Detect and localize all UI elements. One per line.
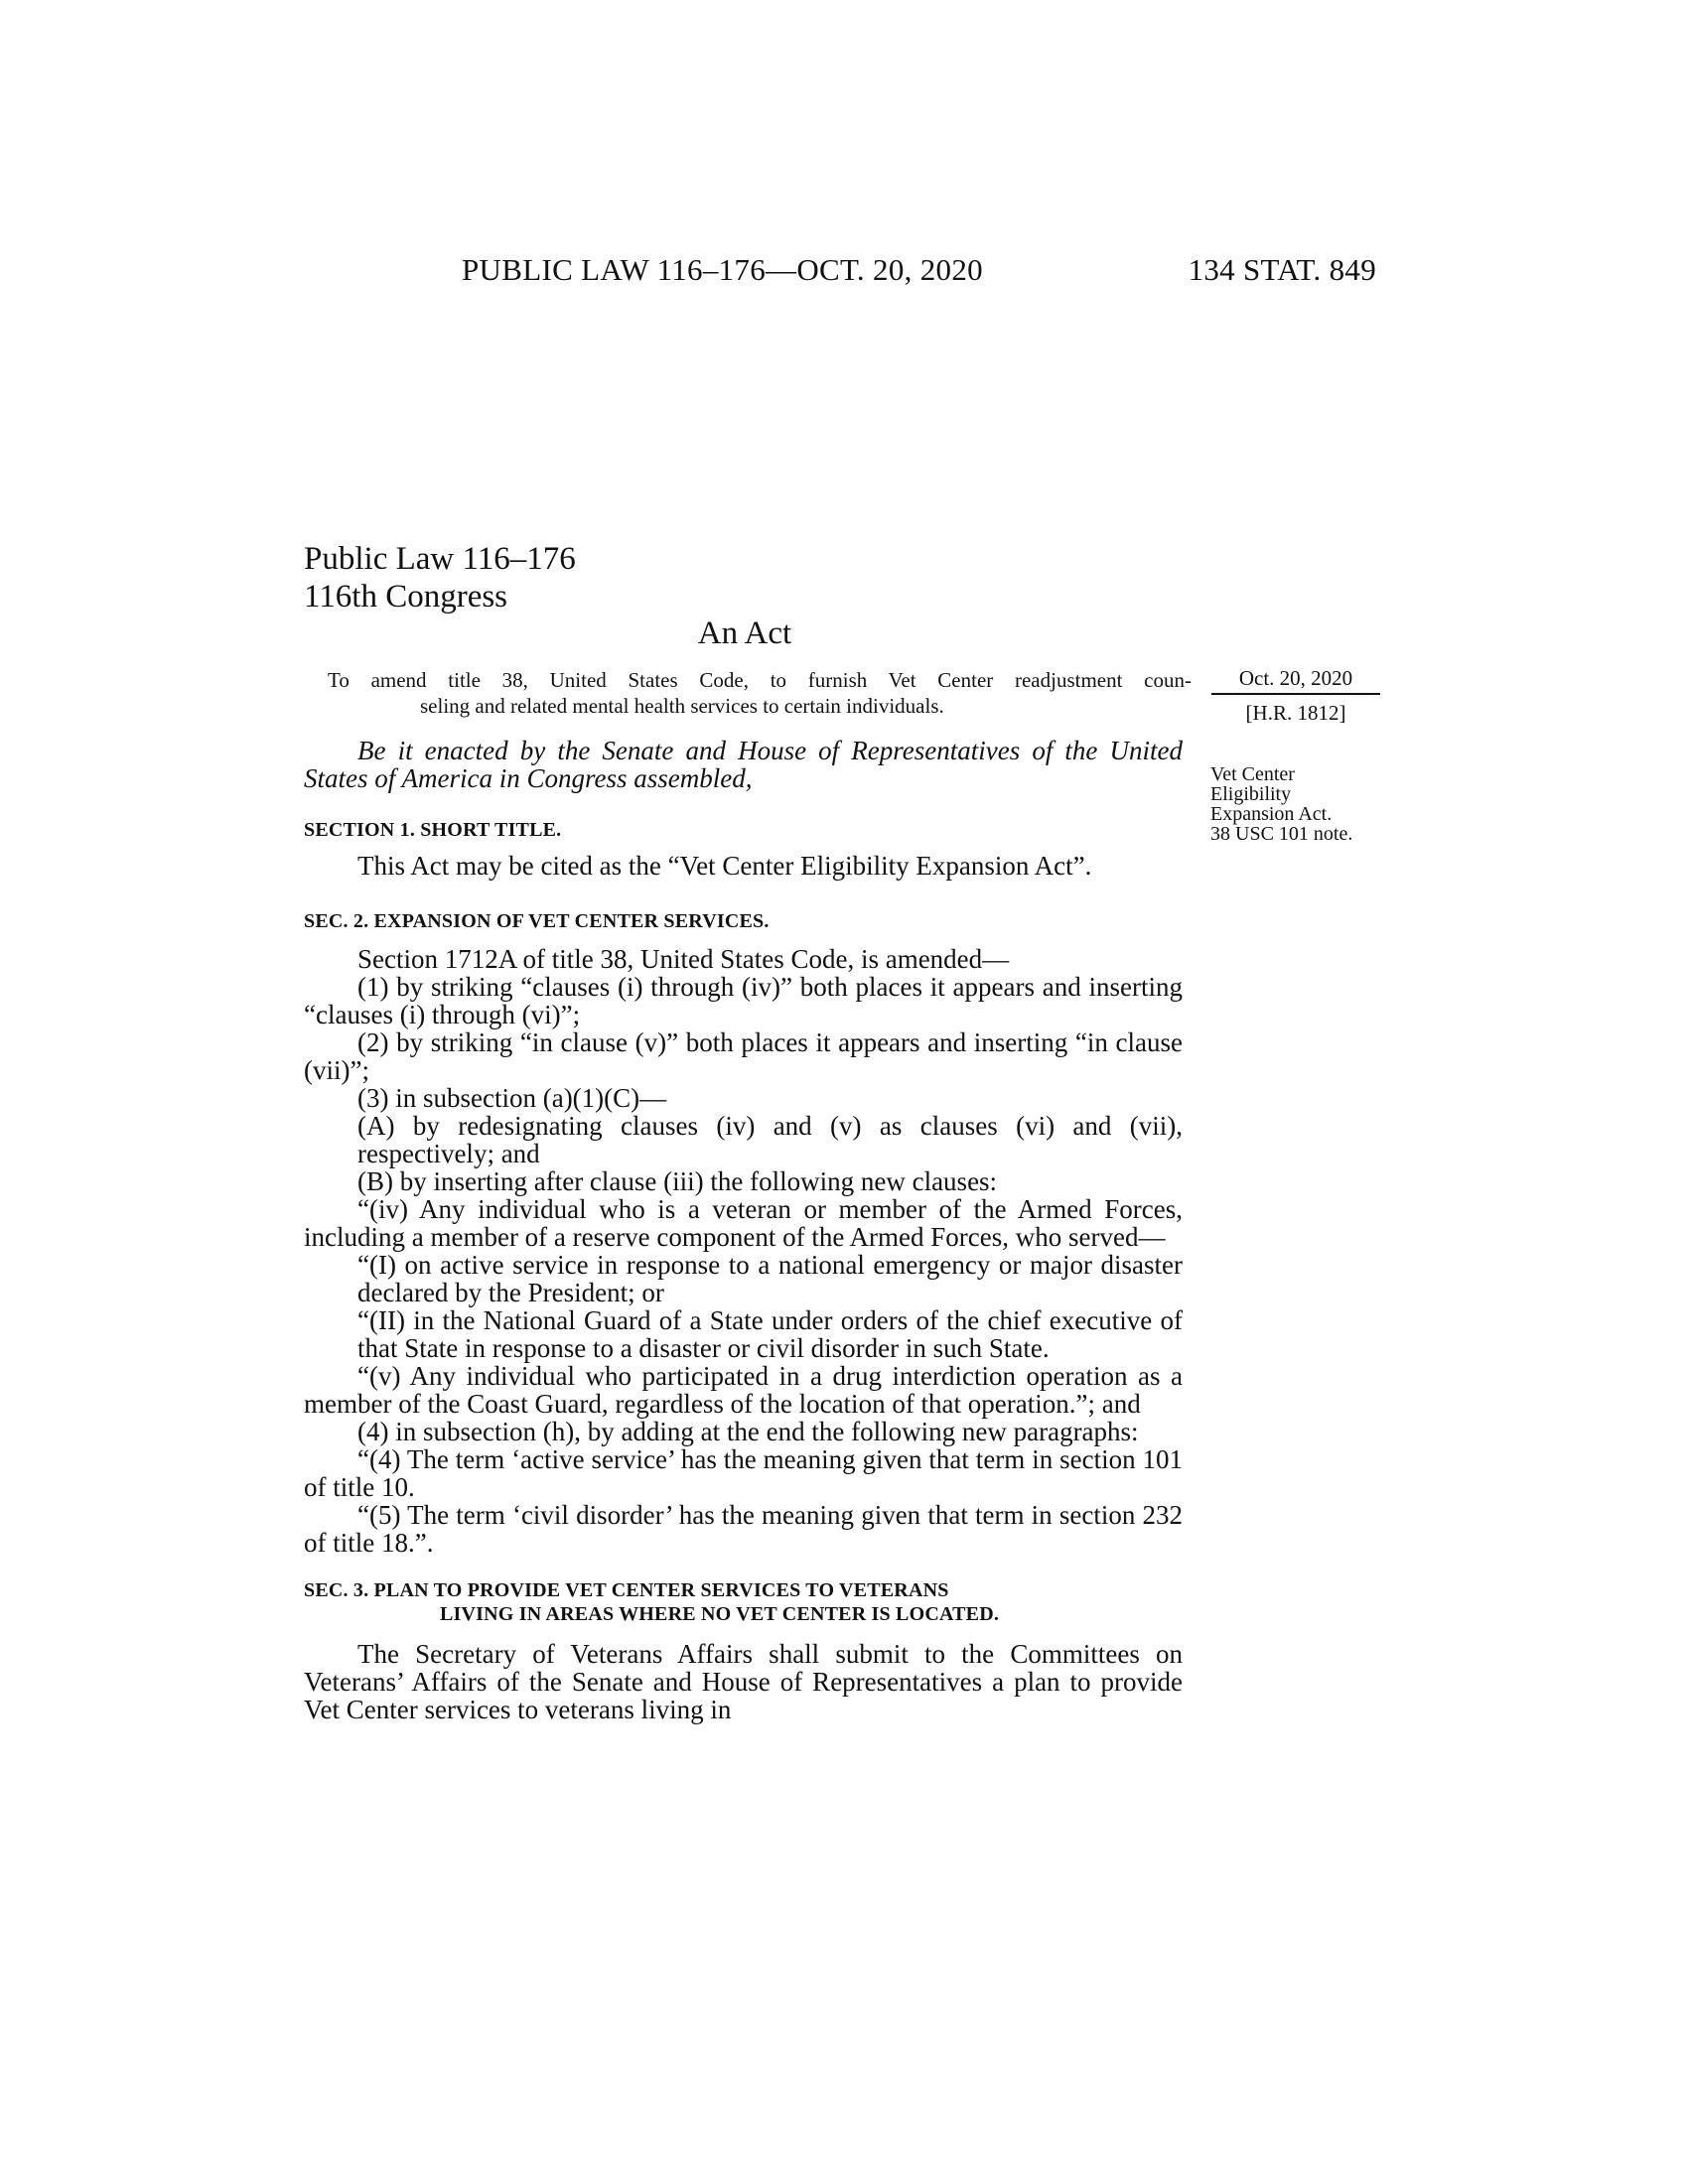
quoted-paragraph-5: “(5) The term ‘civil disorder’ has the meaning given that term in section 232 of title 18.”. xyxy=(304,1500,1183,1558)
margin-side-note xyxy=(1210,764,1399,844)
section-3-text: The Secretary of Veterans Affairs shall submit to the Committees on Veterans’ Affairs of the Senate and House of Representatives a plan to provide Vet Center services to veterans living in xyxy=(304,1639,1183,1724)
long-title xyxy=(328,667,1192,719)
subparagraph-A: (A) by redesignating clauses (iv) and (v) as clauses (vi) and (vii), respectively; and xyxy=(357,1111,1183,1168)
running-head xyxy=(0,252,1688,292)
section-2-intro: Section 1712A of title 38, United States Code, is amended— xyxy=(357,944,1010,974)
margin-date-box xyxy=(1211,666,1380,726)
running-head-page-number: 134 STAT. 849 xyxy=(1188,252,1376,287)
running-head-title: PUBLIC LAW 116–176—OCT. 20, 2020 xyxy=(462,252,983,287)
quoted-subclause-block xyxy=(304,1251,1183,1362)
side-note-line: Expansion Act. xyxy=(1210,803,1333,825)
paragraph-4: (4) in subsection (h), by adding at the end the following new paragraphs: xyxy=(357,1417,1139,1446)
paragraph-2: (2) by striking “in clause (v)” both places it appears and inserting “in clause (vii)”; xyxy=(304,1027,1183,1085)
long-title-line-2: seling and related mental health services to certain individuals. xyxy=(420,694,944,718)
subparagraph-B: (B) by inserting after clause (iii) the following new clauses: xyxy=(357,1166,998,1196)
long-title-line-1: To amend title 38, United States Code, to furnish Vet Center readjustment coun- xyxy=(328,668,1192,692)
enacting-clause: Be it enacted by the Senate and House of Representatives of the United States of America in Congress assembled, xyxy=(304,736,1183,793)
public-law-number: Public Law 116–176 xyxy=(304,541,576,577)
bill-body xyxy=(304,737,1183,1723)
margin-date: Oct. 20, 2020 xyxy=(1211,666,1380,695)
quoted-paragraph-4: “(4) The term ‘active service’ has the meaning given that term in section 101 of title 10. xyxy=(304,1444,1183,1502)
side-note-line: Vet Center xyxy=(1210,763,1295,785)
section-3-heading-line-1: SEC. 3. PLAN TO PROVIDE VET CENTER SERVICES TO VETERANS xyxy=(304,1579,949,1601)
margin-bill-number: [H.R. 1812] xyxy=(1245,701,1346,725)
section-1-heading: SECTION 1. SHORT TITLE. xyxy=(304,819,562,841)
side-note-line: Eligibility xyxy=(1210,783,1292,805)
congress-number: 116th Congress xyxy=(304,579,508,614)
quoted-clause-iv: “(iv) Any individual who is a veteran or member of the Armed Forces, including a member of a reserve component of the Armed Forces, who served— xyxy=(304,1194,1183,1252)
section-3-heading-line-2: LIVING IN AREAS WHERE NO VET CENTER IS LOCATED. xyxy=(440,1603,1000,1625)
section-3-heading xyxy=(304,1578,1183,1626)
paragraph-3: (3) in subsection (a)(1)(C)— xyxy=(357,1083,667,1113)
section-2-heading: SEC. 2. EXPANSION OF VET CENTER SERVICES. xyxy=(304,910,770,932)
act-label: An Act xyxy=(697,615,792,651)
public-law-header xyxy=(304,540,576,615)
quoted-clause-v: “(v) Any individual who participated in a drug interdiction operation as a member of the Coast Guard, regardless of the location of that operation.”; and xyxy=(304,1361,1183,1419)
section-1-text: This Act may be cited as the “Vet Center Eligibility Expansion Act”. xyxy=(357,851,1092,881)
side-note-line: 38 USC 101 note. xyxy=(1210,823,1353,845)
quoted-subclause-II: “(II) in the National Guard of a State under orders of the chief executive of that State in response to a disaster or civil disorder in such State. xyxy=(357,1305,1183,1363)
paragraph-1: (1) by striking “clauses (i) through (iv)” both places it appears and inserting “clauses (i) through (vi)”; xyxy=(304,972,1183,1029)
quoted-subclause-I: “(I) on active service in response to a national emergency or major disaster declared by the President; or xyxy=(357,1250,1183,1307)
subparagraph-block xyxy=(304,1112,1183,1195)
